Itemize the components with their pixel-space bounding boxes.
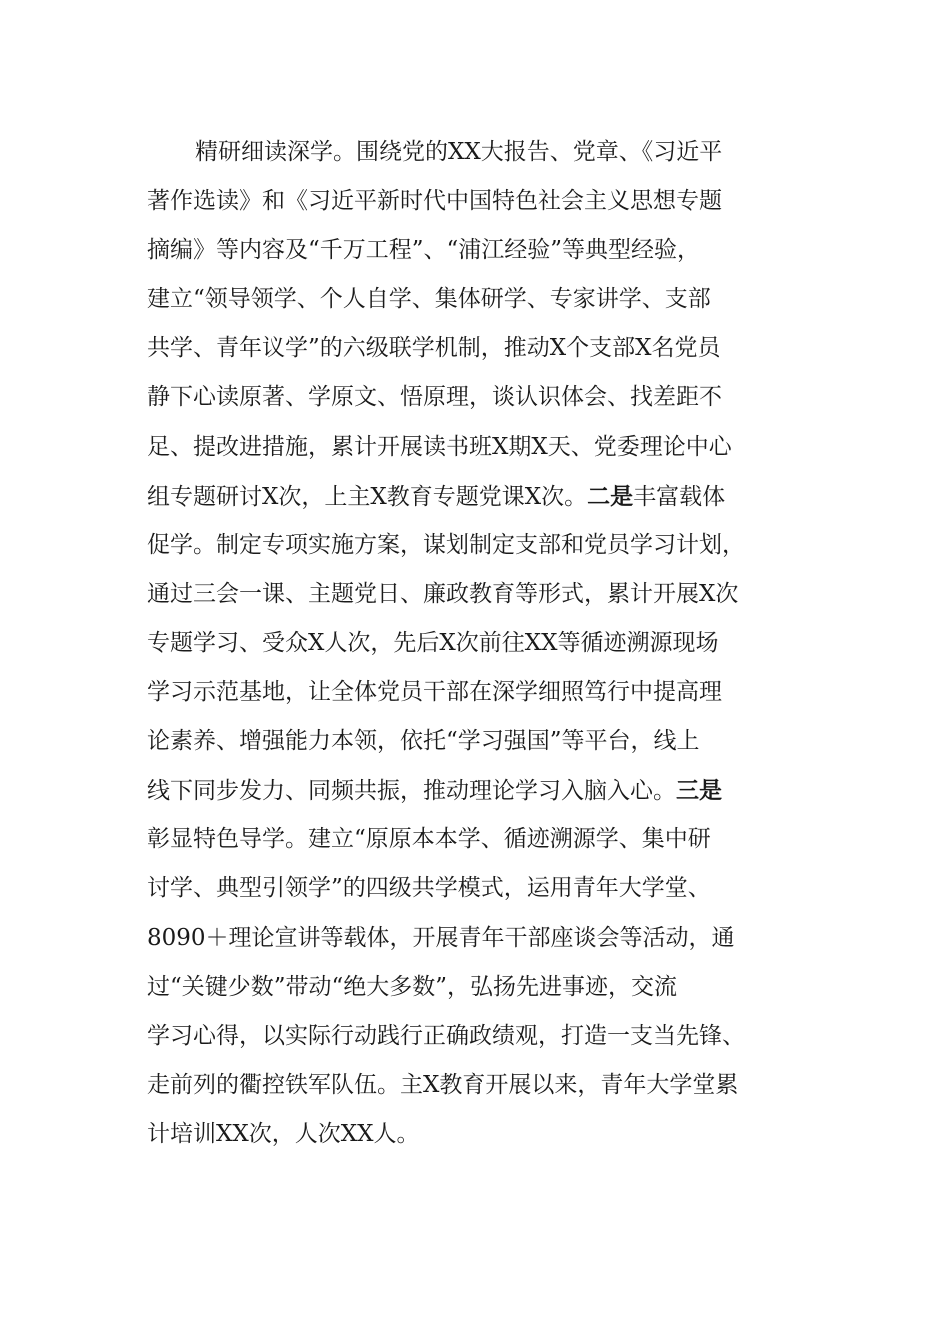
text-line: 共学、青年议学”的六级联学机制，推动X个支部X名党员 [147, 335, 721, 362]
text-line: 讨学、典型引领学”的四级共学模式，运用青年大学堂、 [147, 875, 711, 902]
text-line: 通过三会一课、主题党日、廉政教育等形式，累计开展X次 [147, 580, 739, 607]
text-line: 静下心读原著、学原文、悟原理，谈认识体会、找差距不 [147, 384, 722, 411]
text-line: 摘编》等内容及“千万工程”、“浦江经验”等典型经验， [147, 237, 701, 264]
text-line: 走前列的衢控铁军队伍。主X教育开展以来，青年大学堂累 [147, 1071, 739, 1098]
text-line [147, 472, 807, 521]
text-line: 学习示范基地，让全体党员干部在深学细照笃行中提高理 [147, 679, 722, 706]
text-segment: 丰富载体 [633, 483, 726, 510]
text-line [147, 766, 807, 815]
text-line: 建立“领导领学、个人自学、集体研学、专家讲学、支部 [147, 286, 711, 313]
text-line: 促学。制定专项实施方案，谋划制定支部和党员学习计划， [147, 531, 745, 558]
text-line: 过“关键少数”带动“绝大多数”，弘扬先进事迹，交流 [147, 973, 678, 1000]
text-line: 著作选读》和《习近平新时代中国特色社会主义思想专题 [147, 188, 722, 215]
text-line: 论素养、增强能力本领，依托“学习强国”等平台，线上 [147, 728, 700, 755]
text-line: 专题学习、受众X人次，先后X次前往XX等循迹溯源现场 [147, 629, 719, 656]
text-segment: 线下同步发力、同频共振，推动理论学习入脑入心。 [147, 778, 676, 805]
text-line: 学习心得，以实际行动践行正确政绩观，打造一支当先锋、 [147, 1022, 745, 1049]
text-line: 精研细读深学。围绕党的XX大报告、党章、《习近平 [195, 139, 723, 165]
text-line: 彰显特色导学。建立“原原本本学、循迹溯源学、集中研 [147, 826, 711, 853]
body-paragraph [147, 128, 807, 1159]
text-segment: 组专题研讨X次，上主X教育专题党课X次。 [147, 483, 588, 510]
text-line: 8090＋理论宣讲等载体，开展青年干部座谈会等活动，通 [147, 924, 735, 951]
text-line: 足、提改进措施，累计开展读书班X期X天、党委理论中心 [147, 433, 732, 460]
bold-marker: 三是 [676, 777, 722, 805]
text-line: 计培训XX次，人次XX人。 [147, 1120, 420, 1147]
bold-marker: 二是 [587, 482, 634, 510]
